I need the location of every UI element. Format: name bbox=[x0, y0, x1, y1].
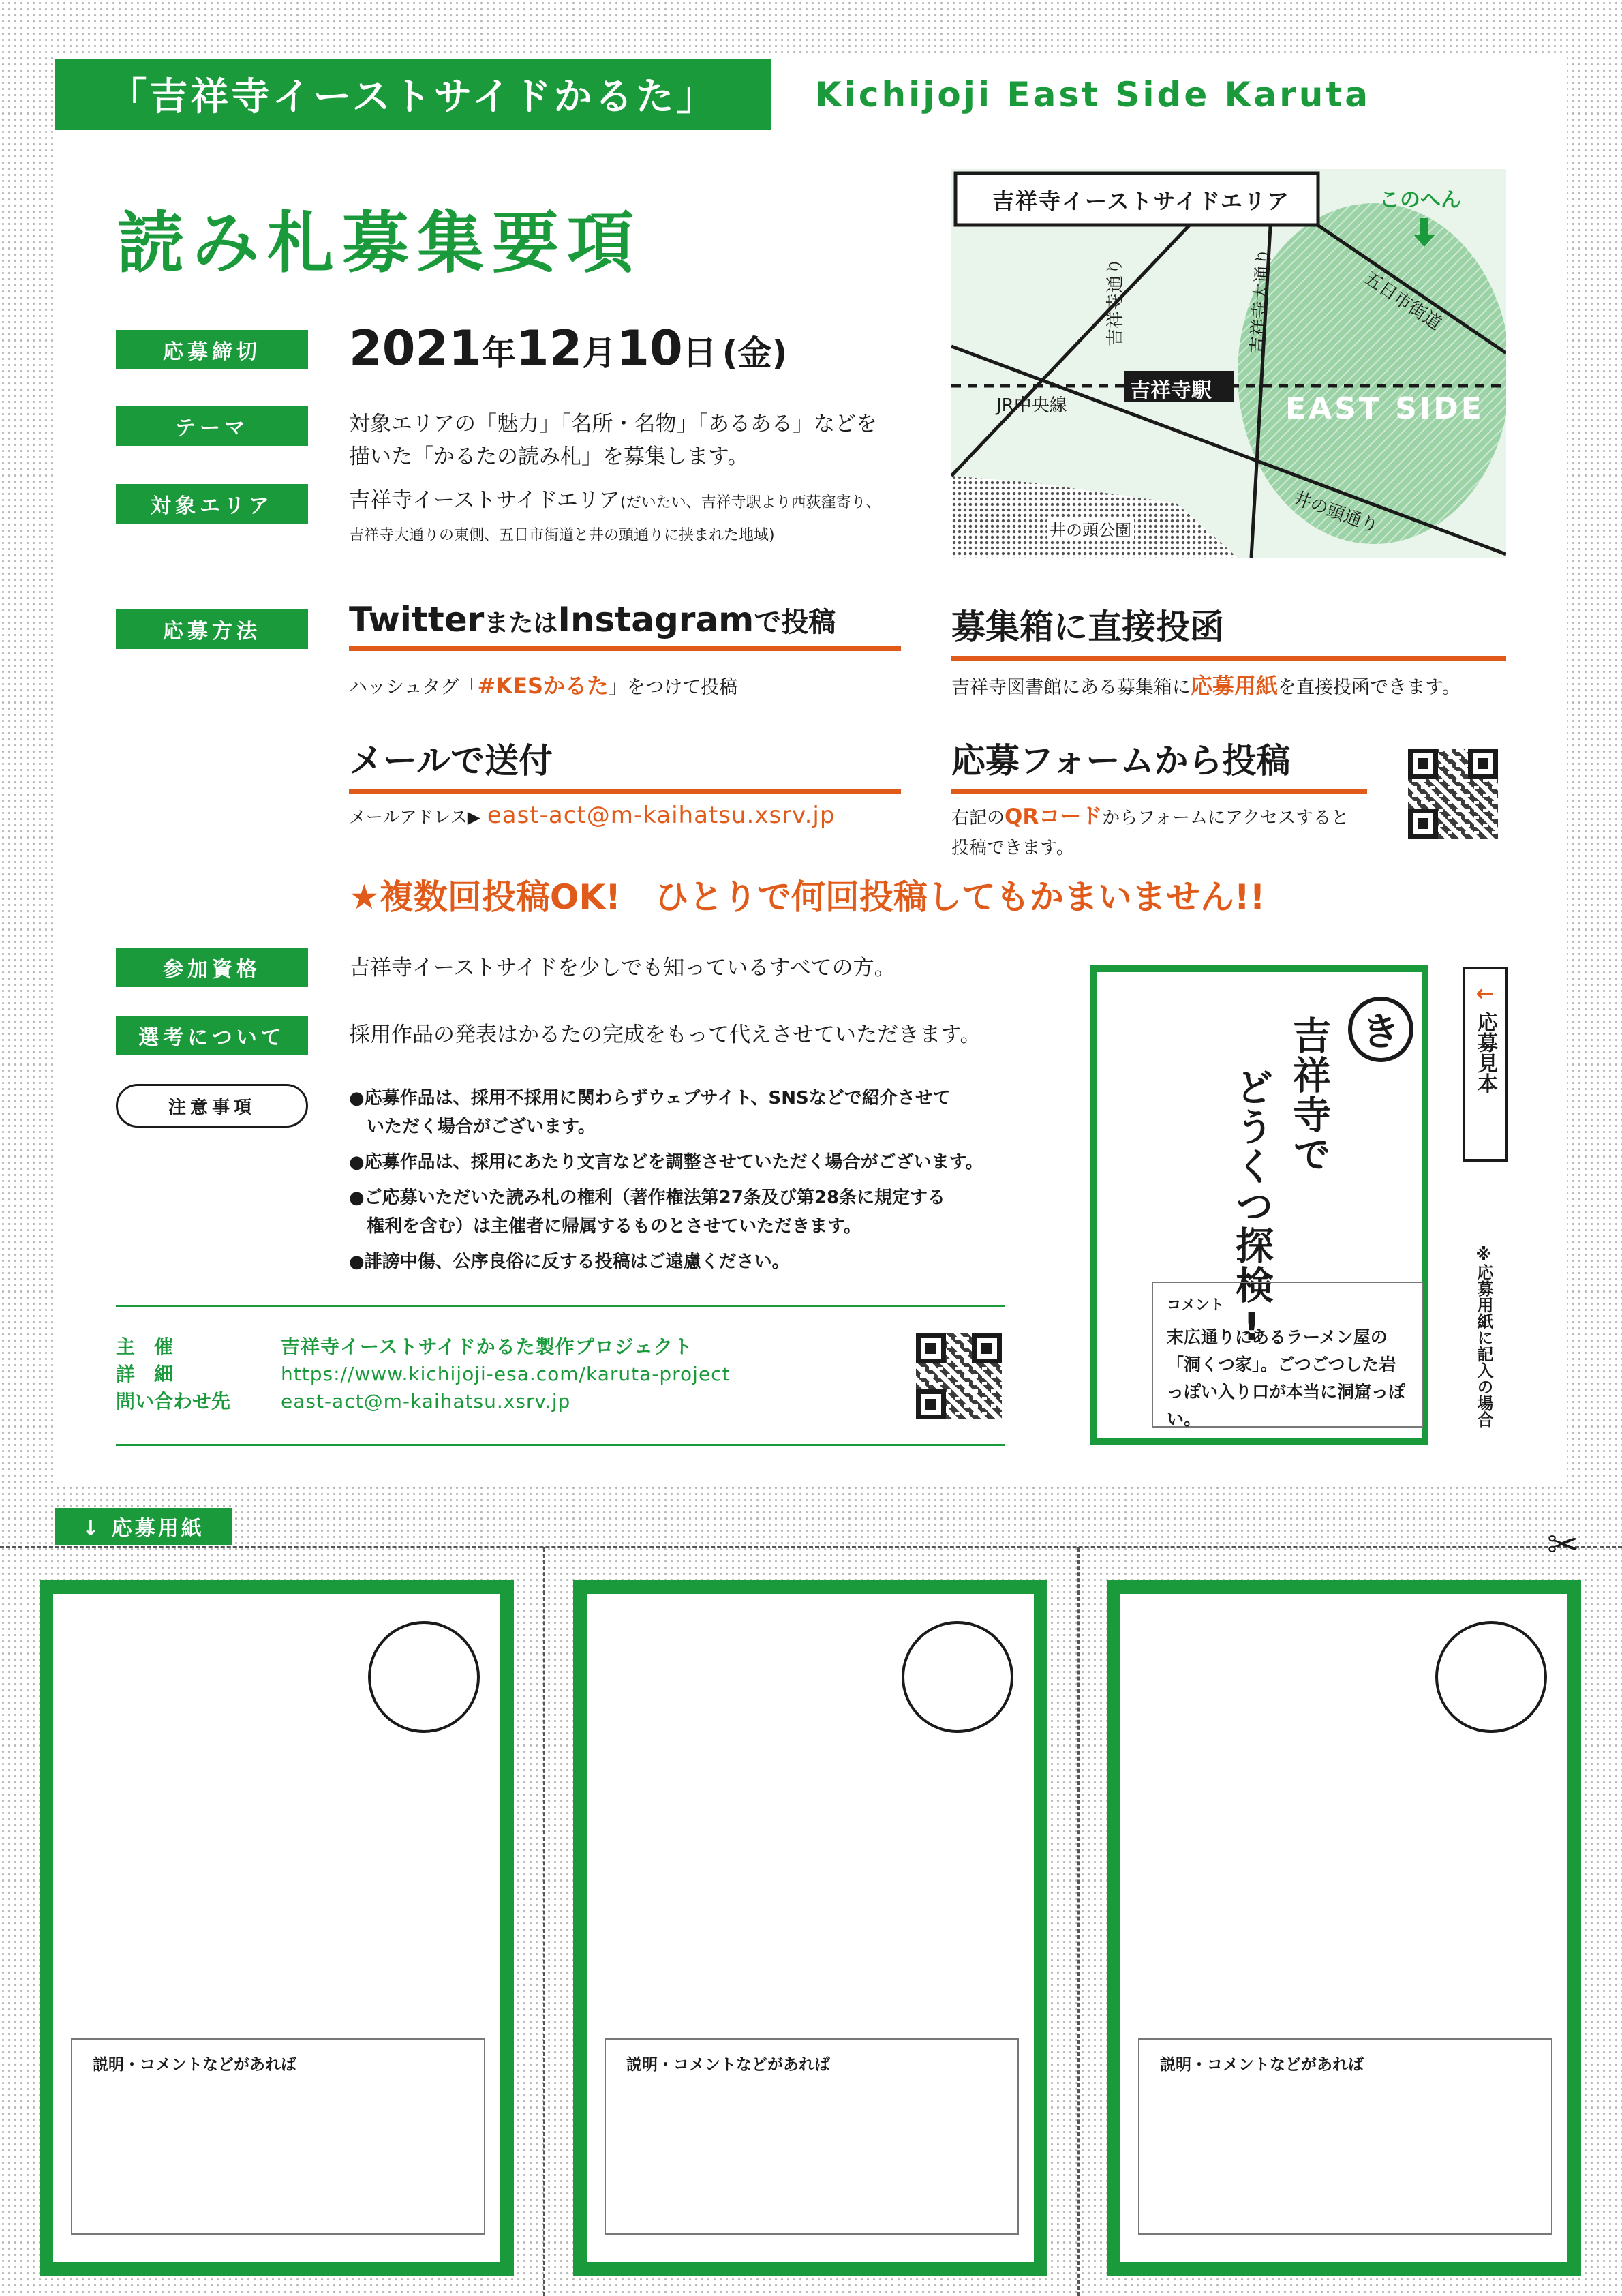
form-desc bbox=[951, 802, 1349, 863]
footer-qr-code[interactable] bbox=[916, 1333, 1002, 1419]
note-item: 権利を含む）は主催者に帰属するものとさせていただきます。 bbox=[349, 1216, 861, 1237]
sample-comment-box bbox=[1152, 1282, 1423, 1428]
note-item: いただく場合がございます。 bbox=[349, 1117, 596, 1137]
area-map-graphic bbox=[951, 169, 1506, 558]
cut-line-vertical-1 bbox=[543, 1547, 545, 2296]
sns-hashtag: #KESかるた bbox=[477, 673, 609, 699]
note-item: ●応募作品は、採用にあたり文言などを調整させていただく場合がございます。 bbox=[349, 1152, 983, 1173]
footer-labels bbox=[116, 1333, 230, 1415]
form-qr-code[interactable] bbox=[1408, 749, 1498, 839]
header-title-jp: 「吉祥寺イーストサイドかるた」 bbox=[108, 75, 718, 119]
area-label: 対象エリア bbox=[116, 484, 308, 524]
footer-bottom-rule bbox=[116, 1444, 1005, 1446]
multi-post-note: ★複数回投稿OK! ひとりで何回投稿してもかまいません!! bbox=[349, 877, 1266, 917]
selection-label: 選考について bbox=[116, 1016, 308, 1055]
sample-card bbox=[1090, 965, 1428, 1445]
entry-card-comment-label: 説明・コメントなどがあれば bbox=[93, 2056, 296, 2074]
box-desc-form: 応募用紙 bbox=[1191, 673, 1279, 699]
main-title: 読み札募集要項 bbox=[117, 205, 643, 282]
form-title: 応募フォームから投稿 bbox=[951, 734, 1367, 794]
deadline-day: 10 bbox=[616, 320, 683, 376]
sns-desc-b: 」をつけて投稿 bbox=[609, 677, 737, 698]
footer-organizer: 吉祥寺イーストサイドかるた製作プロジェクト bbox=[281, 1335, 694, 1358]
sample-comment: 末広通りにあるラーメン屋の「洞くつ家」。ごつごつした岩っぽい入り口が本当に洞窟っぽい。 bbox=[1167, 1327, 1406, 1429]
sns-title bbox=[349, 600, 901, 651]
map-road-kichijoji: 吉祥寺通り bbox=[1105, 257, 1126, 346]
footer-detail-link[interactable]: https://www.kichijoji-esa.com/karuta-project bbox=[281, 1363, 731, 1385]
deadline-weekday: (金) bbox=[722, 333, 788, 373]
deadline-label: 応募締切 bbox=[116, 330, 308, 369]
notes-list bbox=[349, 1084, 983, 1276]
entry-card-letter-circle[interactable] bbox=[1435, 1621, 1547, 1733]
entry-card-comment-label: 説明・コメントなどがあれば bbox=[1160, 2056, 1364, 2074]
cut-line-vertical-2 bbox=[1077, 1547, 1080, 2296]
entry-card-comment-box[interactable] bbox=[605, 2038, 1019, 2235]
note-item: ●応募作品は、採用不採用に関わらずウェブサイト、SNSなどで紹介させて bbox=[349, 1088, 951, 1108]
form-desc-c: からフォームにアクセスすると bbox=[1102, 808, 1349, 828]
sample-letter-circle bbox=[1348, 997, 1413, 1062]
area-note-1: (だいたい、吉祥寺駅より西荻窪寄り、 bbox=[620, 494, 881, 511]
note-item: ●誹謗中傷、公序良俗に反する投稿はご遠慮ください。 bbox=[349, 1252, 790, 1272]
sns-title-post: で投稿 bbox=[754, 607, 836, 638]
header-title-en: Kichijoji East Side Karuta bbox=[815, 75, 1371, 115]
sample-line-1: 吉祥寺で bbox=[1287, 1016, 1331, 1174]
box-title: 募集箱に直接投函 bbox=[951, 600, 1506, 661]
entry-card-letter-circle[interactable] bbox=[902, 1621, 1013, 1733]
sample-line-2: どうくつ探検! bbox=[1229, 1068, 1274, 1350]
header-title-box bbox=[55, 59, 771, 130]
theme-text bbox=[349, 408, 877, 473]
theme-label: テーマ bbox=[116, 406, 308, 446]
mail-desc bbox=[349, 799, 835, 834]
note-item: ●ご応募いただいた読み札の権利（著作権法第27条及び第28条に規定する bbox=[349, 1188, 946, 1208]
footer-contact-link[interactable]: east-act@m-kaihatsu.xsrv.jp bbox=[281, 1390, 571, 1413]
footer-values bbox=[281, 1333, 731, 1415]
entry-card-3[interactable] bbox=[1107, 1580, 1581, 2276]
footer-detail-label: 詳 細 bbox=[116, 1363, 174, 1385]
method-label: 応募方法 bbox=[116, 609, 308, 649]
footer-top-rule bbox=[116, 1305, 1005, 1307]
map-jr: JR中央線 bbox=[996, 395, 1067, 416]
entry-card-1[interactable] bbox=[40, 1580, 514, 2276]
sns-title-twitter: Twitter bbox=[349, 600, 485, 639]
map-title: 吉祥寺イーストサイドエリア bbox=[992, 188, 1290, 214]
mail-label: メールアドレス▶ bbox=[349, 807, 480, 827]
deadline-nichi: 日 bbox=[682, 333, 717, 373]
box-desc-a: 吉祥寺図書館にある募集箱に bbox=[951, 677, 1191, 698]
scissors-icon: ✂ bbox=[1547, 1523, 1579, 1567]
mail-title: メールで送付 bbox=[349, 734, 901, 794]
footer-contact-label: 問い合わせ先 bbox=[116, 1390, 231, 1413]
area-text bbox=[349, 484, 881, 552]
area-note-2: 吉祥寺大通りの東側、五日市街道と井の頭通りに挟まれた地域) bbox=[349, 527, 775, 544]
east-side-area bbox=[1238, 203, 1506, 544]
sample-side-label: 応募見本 bbox=[1473, 1012, 1497, 1093]
notes-label: 注意事項 bbox=[116, 1084, 308, 1128]
entry-card-comment-label: 説明・コメントなどがあれば bbox=[626, 2056, 830, 2074]
entry-card-2[interactable] bbox=[573, 1580, 1047, 2276]
eligibility-text: 吉祥寺イーストサイドを少しでも知っているすべての方。 bbox=[349, 956, 896, 980]
map-station: 吉祥寺駅 bbox=[1130, 379, 1212, 403]
map-east-side: EAST SIDE bbox=[1285, 391, 1484, 426]
theme-line-1: 対象エリアの「魅力」「名所・名物」「あるある」などを bbox=[349, 412, 877, 436]
form-desc-qr: QRコード bbox=[1005, 804, 1103, 829]
entry-card-letter-circle[interactable] bbox=[368, 1621, 480, 1733]
sample-comment-label: コメント bbox=[1167, 1297, 1224, 1313]
entry-card-comment-box[interactable] bbox=[1138, 2038, 1552, 2235]
footer-organizer-label: 主 催 bbox=[116, 1335, 174, 1358]
map-road-odori: 吉祥寺大通り bbox=[1246, 247, 1275, 355]
sns-title-or: または bbox=[484, 609, 558, 637]
sample-side-arrow-icon: ← bbox=[1475, 980, 1495, 1006]
deadline-nen: 年 bbox=[481, 333, 516, 373]
box-desc-c: を直接投函できます。 bbox=[1278, 677, 1460, 698]
sns-desc-a: ハッシュタグ「 bbox=[349, 677, 478, 698]
entry-card-comment-box[interactable] bbox=[71, 2038, 485, 2235]
sample-side-note: ※応募用紙に記入の場合 bbox=[1474, 1245, 1493, 1428]
box-desc bbox=[951, 669, 1460, 704]
cut-line-horizontal bbox=[0, 1546, 1622, 1548]
sns-desc bbox=[349, 669, 737, 704]
area-name: 吉祥寺イーストサイドエリア bbox=[349, 488, 621, 513]
sample-side-tag bbox=[1463, 967, 1508, 1162]
deadline-month: 12 bbox=[515, 320, 583, 376]
map-konohen: このへん bbox=[1379, 188, 1461, 212]
eligibility-label: 参加資格 bbox=[116, 948, 308, 987]
map-park: 井の頭公園 bbox=[1047, 517, 1134, 541]
selection-text: 採用作品の発表はかるたの完成をもって代えさせていただきます。 bbox=[349, 1023, 981, 1047]
sample-letter: き bbox=[1362, 1010, 1400, 1055]
form-section-label-text: ↓ 応募用紙 bbox=[82, 1517, 204, 1541]
theme-line-2: 描いた「かるたの読み札」を募集します。 bbox=[349, 444, 749, 469]
mail-address-link[interactable]: east-act@m-kaihatsu.xsrv.jp bbox=[487, 802, 836, 829]
deadline-gatsu: 月 bbox=[582, 333, 617, 373]
area-map bbox=[951, 169, 1506, 558]
map-road-itsukaichi: 五日市街道 bbox=[1360, 267, 1445, 335]
deadline-date bbox=[349, 320, 787, 376]
sns-title-instagram: Instagram bbox=[557, 600, 754, 639]
form-section-label bbox=[55, 1508, 232, 1545]
map-road-inokashira: 井の頭通り bbox=[1290, 487, 1381, 538]
deadline-year: 2021 bbox=[349, 320, 482, 376]
form-desc-d: 投稿できます。 bbox=[951, 838, 1074, 858]
form-desc-a: 右記の bbox=[951, 808, 1005, 828]
